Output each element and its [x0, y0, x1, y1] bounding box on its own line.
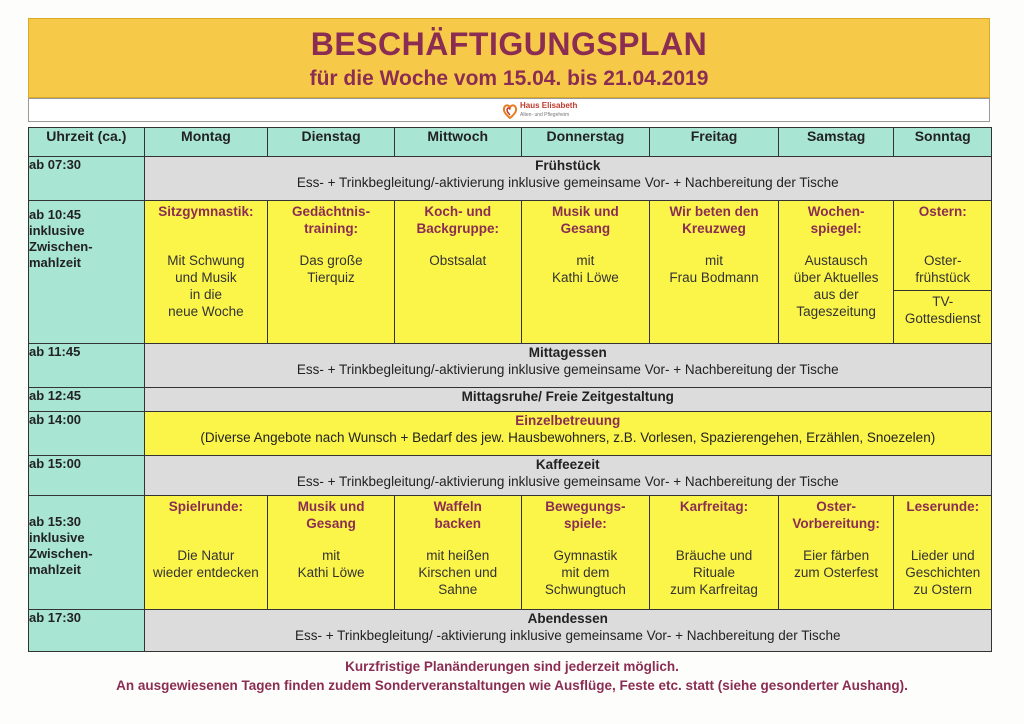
- meal-title: Frühstück: [535, 158, 601, 173]
- activity-description-second: TV- Gottesdienst: [894, 290, 991, 327]
- column-header-friday: Freitag: [650, 128, 779, 157]
- activity-description: Bräuche und Rituale zum Karfreitag: [670, 548, 758, 597]
- dinner-cell: [144, 610, 991, 652]
- activity-cell-saturday: [778, 496, 894, 610]
- time-cell: ab 07:30: [29, 157, 145, 201]
- row-morning-activities: [29, 201, 992, 344]
- activity-description: mit Kathi Löwe: [551, 253, 619, 285]
- activity-title: Leserunde:: [906, 499, 980, 514]
- activity-description: Lieder und Geschichten zu Ostern: [905, 548, 981, 597]
- logo-subtitle: Alten- und Pflegeheim: [520, 112, 570, 118]
- schedule-table: [28, 127, 992, 652]
- column-header-time: Uhrzeit (ca.): [29, 128, 145, 157]
- meal-title: Kaffeezeit: [535, 457, 600, 472]
- activity-cell-wednesday: [394, 201, 521, 344]
- activity-title: Ostern:: [918, 204, 967, 219]
- activity-description: Austausch über Aktuelles aus der Tageszeitung: [793, 253, 879, 319]
- care-description: (Diverse Angebote nach Wunsch + Bedarf des jew. Hausbewohners, z.B. Vorlesen, Spazierengehen, Erzählen, Snoezelen): [200, 430, 936, 445]
- row-breakfast: [29, 157, 992, 201]
- column-header-wednesday: Mittwoch: [394, 128, 521, 157]
- activity-cell-sunday: [894, 201, 992, 344]
- activity-description: mit Frau Bodmann: [669, 253, 759, 285]
- meal-title: Abendessen: [527, 611, 608, 626]
- meal-description: Ess- + Trinkbegleitung/-aktivierung inklusive gemeinsame Vor- + Nachbereitung der Tische: [296, 474, 839, 489]
- activity-description: mit Kathi Löwe: [297, 548, 365, 580]
- activity-title: Koch- und Backgruppe:: [416, 204, 499, 236]
- heart-logo-icon: [503, 103, 517, 119]
- activity-cell-monday: [144, 201, 268, 344]
- activity-description: Eier färben zum Osterfest: [794, 548, 879, 580]
- meal-description: Ess- + Trinkbegleitung/-aktivierung inklusive gemeinsame Vor- + Nachbereitung der Tische: [296, 362, 839, 377]
- header-row: [29, 128, 992, 157]
- activity-cell-tuesday: [268, 201, 395, 344]
- activity-cell-friday: [650, 201, 779, 344]
- row-coffee: [29, 456, 992, 496]
- activity-title: Gedächtnis- training:: [292, 204, 371, 236]
- column-header-sunday: Sonntag: [894, 128, 992, 157]
- logo: [503, 102, 577, 119]
- activity-cell-monday: [144, 496, 268, 610]
- column-header-tuesday: Dienstag: [268, 128, 395, 157]
- row-individual-care: [29, 412, 992, 456]
- time-cell: ab 12:45: [29, 388, 145, 412]
- activity-title: Musik und Gesang: [297, 499, 365, 531]
- rest-title: Mittagsruhe/ Freie Zeitgestaltung: [461, 389, 674, 404]
- activity-description: Obstsalat: [429, 253, 487, 268]
- time-cell: ab 15:00: [29, 456, 145, 496]
- activity-cell-thursday: [521, 201, 650, 344]
- coffee-cell: [144, 456, 991, 496]
- meal-description: Ess- + Trinkbegleitung/ -aktivierung inklusive gemeinsame Vor- + Nachbereitung der Tische: [295, 628, 841, 643]
- individual-care-cell: [144, 412, 991, 456]
- activity-description: Oster- frühstück: [915, 253, 971, 285]
- meal-description: Ess- + Trinkbegleitung/-aktivierung inklusive gemeinsame Vor- + Nachbereitung der Tische: [296, 175, 839, 190]
- activity-title: Spielrunde:: [168, 499, 244, 514]
- activity-title: Musik und Gesang: [552, 204, 619, 236]
- activity-title: Wochen- spiegel:: [807, 204, 865, 236]
- time-cell: ab 10:45 inklusive Zwischen- mahlzeit: [29, 201, 145, 344]
- header-banner: [28, 18, 990, 98]
- activity-description: Mit Schwung und Musik in die neue Woche: [167, 253, 245, 319]
- row-lunch: [29, 344, 992, 388]
- activity-cell-tuesday: [268, 496, 395, 610]
- activity-title: Oster- Vorbereitung:: [792, 499, 880, 531]
- row-afternoon-activities: [29, 496, 992, 610]
- column-header-thursday: Donnerstag: [521, 128, 650, 157]
- lunch-cell: [144, 344, 991, 388]
- time-cell: ab 15:30 inklusive Zwischen- mahlzeit: [29, 496, 145, 610]
- activity-cell-wednesday: [394, 496, 521, 610]
- page-subtitle: für die Woche vom 15.04. bis 21.04.2019: [309, 67, 709, 90]
- footer-note-events: An ausgewiesenen Tagen finden zudem Sonderveranstaltungen wie Ausflüge, Feste etc. statt (siehe gesonderter Aushang).: [116, 678, 908, 693]
- activity-title: Sitzgymnastik:: [158, 204, 254, 219]
- care-title: Einzelbetreuung: [515, 413, 621, 428]
- column-header-monday: Montag: [144, 128, 268, 157]
- column-header-saturday: Samstag: [778, 128, 894, 157]
- meal-title: Mittagessen: [528, 345, 607, 360]
- activity-description: Das große Tierquiz: [299, 253, 363, 285]
- activity-cell-thursday: [521, 496, 650, 610]
- activity-cell-friday: [650, 496, 779, 610]
- time-cell: ab 17:30: [29, 610, 145, 652]
- activity-title: Wir beten den Kreuzweg: [669, 204, 759, 236]
- activity-cell-sunday: [894, 496, 992, 610]
- breakfast-cell: [144, 157, 991, 201]
- logo-bar: [28, 98, 990, 122]
- time-cell: ab 11:45: [29, 344, 145, 388]
- rest-cell: [144, 388, 991, 412]
- footer-note-changes: Kurzfristige Planänderungen sind jederzeit möglich.: [345, 659, 679, 674]
- activity-title: Bewegungs- spiele:: [545, 499, 626, 531]
- activity-title: Karfreitag:: [679, 499, 749, 514]
- logo-name: Haus Elisabeth: [520, 101, 578, 110]
- row-dinner: [29, 610, 992, 652]
- activity-description: Die Natur wieder entdecken: [153, 548, 259, 580]
- time-cell: ab 14:00: [29, 412, 145, 456]
- activity-title: Waffeln backen: [433, 499, 482, 531]
- activity-cell-saturday: [778, 201, 894, 344]
- activity-description: Gymnastik mit dem Schwungtuch: [544, 548, 626, 597]
- activity-description: mit heißen Kirschen und Sahne: [418, 548, 498, 597]
- row-rest: [29, 388, 992, 412]
- page-title: BESCHÄFTIGUNGSPLAN: [310, 26, 708, 62]
